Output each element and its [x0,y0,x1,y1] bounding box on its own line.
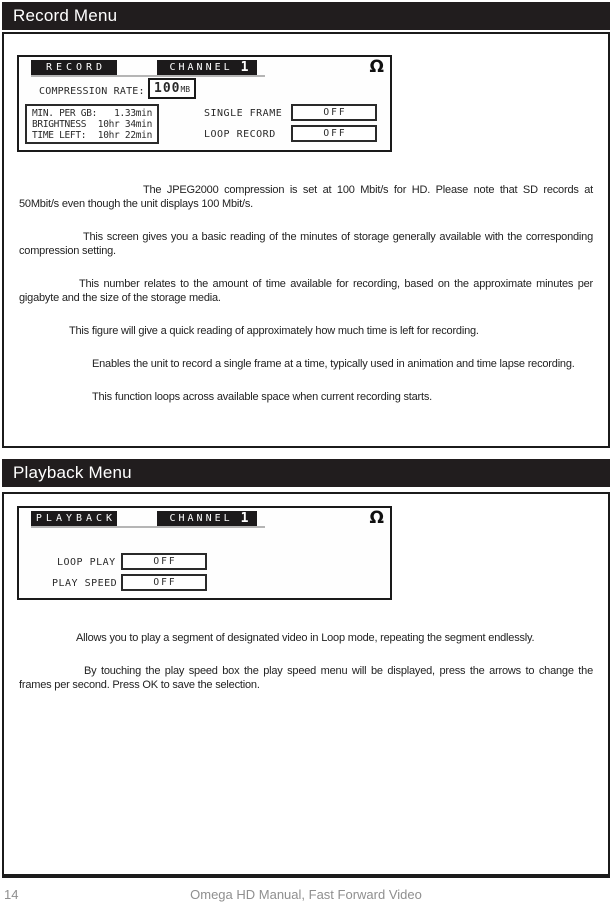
info-value: 10hr 34min [97,119,152,130]
compression-value: 100 [154,81,181,96]
paragraph-compression: The JPEG2000 compression is set at 100 Mbit/s for HD. Please note that SD records at 50Mbit/s even though the unit displays 100 Mbit/s. [19,184,593,210]
compression-rate-label: COMPRESSION RATE: [39,86,145,97]
playback-tab-strip [31,511,265,528]
page-footer [2,887,610,907]
paragraph-recording-time: This number relates to the amount of time available for recording, based on the approximate minutes per gigabyte and the size of the storage media. [19,278,593,304]
info-label: TIME LEFT: [32,130,87,141]
info-value: 1.33min [114,108,152,119]
channel-number: 1 [240,60,249,75]
record-tab-strip [31,60,265,77]
document-title: Omega HD Manual, Fast Forward Video [190,887,422,902]
playback-menu-header [2,459,610,487]
record-section [2,32,610,448]
page-number: 14 [4,887,19,902]
paragraph-loop-play: Allows you to play a segment of designated video in Loop mode, repeating the segment endlessly. [76,632,535,644]
tab-record-label: RECORD [45,62,107,73]
channel-label: CHANNEL [169,62,233,73]
compression-rate-box[interactable] [148,78,196,99]
info-row-brightness [32,119,152,130]
loop-record-label: LOOP RECORD [204,129,276,140]
loop-play-toggle[interactable] [121,553,207,570]
tab-playback-label: PLAYBACK [35,513,117,524]
tab-channel[interactable] [157,60,257,75]
info-value: 10hr 22min [97,130,152,141]
info-label: BRIGHTNESS [32,119,87,130]
tab-gap [117,511,157,526]
play-speed-value: OFF [153,577,177,588]
info-row-min-per-gb [32,108,152,119]
paragraph-time-left: This figure will give a quick reading of approximately how much time is left for recording. [69,325,479,337]
loop-play-value: OFF [153,556,177,567]
paragraph-play-speed: By touching the play speed box the play speed menu will be displayed, press the arrows to change the frames per second. Press OK to save the selection. [19,665,593,691]
play-speed-label: PLAY SPEED [52,578,118,589]
channel-number: 1 [240,511,249,526]
storage-info-box [25,104,159,144]
playback-screen-panel [17,506,392,600]
omega-logo-icon: Ω [369,57,384,77]
info-label: MIN. PER GB: [32,108,98,119]
tab-record[interactable] [31,60,117,75]
single-frame-label: SINGLE FRAME [204,108,283,119]
paragraph-storage-reading: This screen gives you a basic reading of the minutes of storage generally available with the corresponding compression setting. [19,231,593,257]
playback-section [2,492,610,878]
tab-gap [117,60,157,75]
tab-playback[interactable] [31,511,117,526]
paragraph-loop-record: This function loops across available space when current recording starts. [92,391,433,403]
playback-menu-title: Playback Menu [13,463,132,482]
single-frame-toggle[interactable] [291,104,377,121]
compression-unit: MB [180,85,191,94]
loop-record-toggle[interactable] [291,125,377,142]
play-speed-toggle[interactable] [121,574,207,591]
record-screen-panel [17,55,392,152]
info-row-time-left [32,130,152,141]
record-menu-header [2,2,610,30]
loop-record-value: OFF [323,128,347,139]
channel-label: CHANNEL [169,513,233,524]
single-frame-value: OFF [323,107,347,118]
tab-channel[interactable] [157,511,257,526]
record-menu-title: Record Menu [13,6,118,25]
omega-logo-icon: Ω [369,508,384,528]
loop-play-label: LOOP PLAY [57,557,116,568]
paragraph-single-frame: Enables the unit to record a single frame at a time, typically used in animation and time lapse recording. [92,358,575,370]
